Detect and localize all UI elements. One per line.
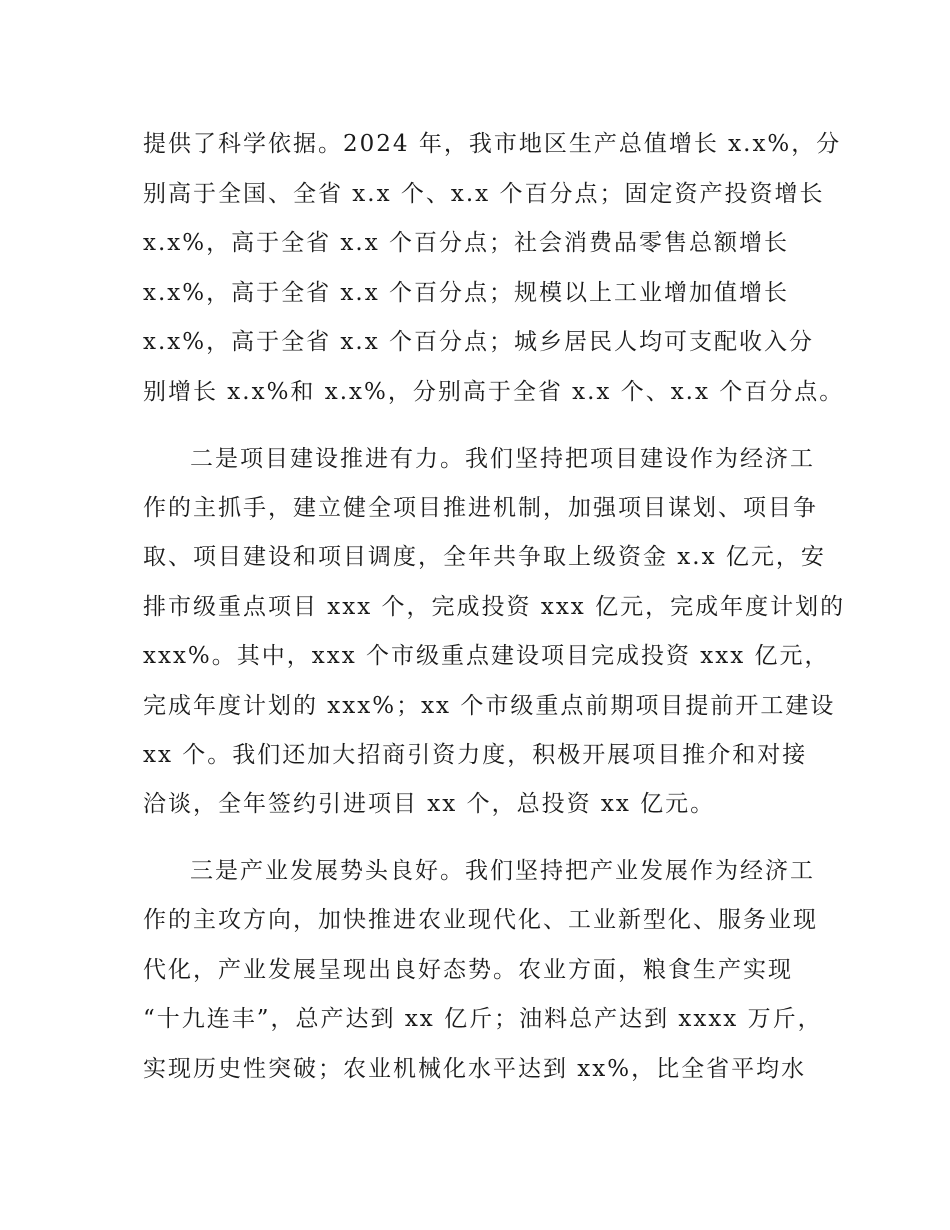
paragraph-1-line-4: x.x%，高于全省 x.x 个百分点；规模以上工业增加值增长 [143,280,789,306]
paragraph-3-line-5: 实现历史性突破；农业机械化水平达到 xx%，比全省平均水 [143,1056,807,1082]
paragraph-1-line-5: x.x%，高于全省 x.x 个百分点；城乡居民人均可支配收入分 [143,329,814,355]
paragraph-3-line-1: 三是产业发展势头良好。我们坚持把产业发展作为经济工 [190,858,815,884]
paragraph-2-line-5: xxx%。其中，xxx 个市级重点建设项目完成投资 xxx 亿元， [143,643,830,669]
paragraph-1-line-2: 别高于全国、全省 x.x 个、x.x 个百分点；固定资产投资增长 [143,181,825,207]
paragraph-3-line-4: “十九连丰”，总产达到 xx 亿斤；油料总产达到 xxxx 万斤， [143,1006,823,1032]
paragraph-1-line-6: 别增长 x.x%和 x.x%，分别高于全省 x.x 个、x.x 个百分点。 [143,379,845,405]
paragraph-2-line-7: xx 个。我们还加大招商引资力度，积极开展项目推介和对接 [143,742,808,768]
paragraph-3-line-2: 作的主攻方向，加快推进农业现代化、工业新型化、服务业现 [143,907,818,933]
paragraph-2-line-6: 完成年度计划的 xxx%；xx 个市级重点前期项目提前开工建设 [143,693,836,719]
paragraph-2-line-8: 洽谈，全年签约引进项目 xx 个，总投资 xx 亿元。 [143,791,716,817]
paragraph-2-line-3: 取、项目建设和项目调度，全年共争取上级资金 x.x 亿元，安 [143,544,826,570]
paragraph-2-line-1: 二是项目建设推进有力。我们坚持把项目建设作为经济工 [190,446,815,472]
paragraph-1-line-1: 提供了科学依据。2024 年，我市地区生产总值增长 x.x%，分 [143,131,842,157]
paragraph-2-line-2: 作的主抓手，建立健全项目推进机制，加强项目谋划、项目争 [143,495,818,521]
paragraph-1-line-3: x.x%，高于全省 x.x 个百分点；社会消费品零售总额增长 [143,230,789,256]
paragraph-2-line-4: 排市级重点项目 xxx 个，完成投资 xxx 亿元，完成年度计划的 [143,594,846,620]
paragraph-3-line-3: 代化，产业发展呈现出良好态势。农业方面，粮食生产实现 [143,957,793,983]
